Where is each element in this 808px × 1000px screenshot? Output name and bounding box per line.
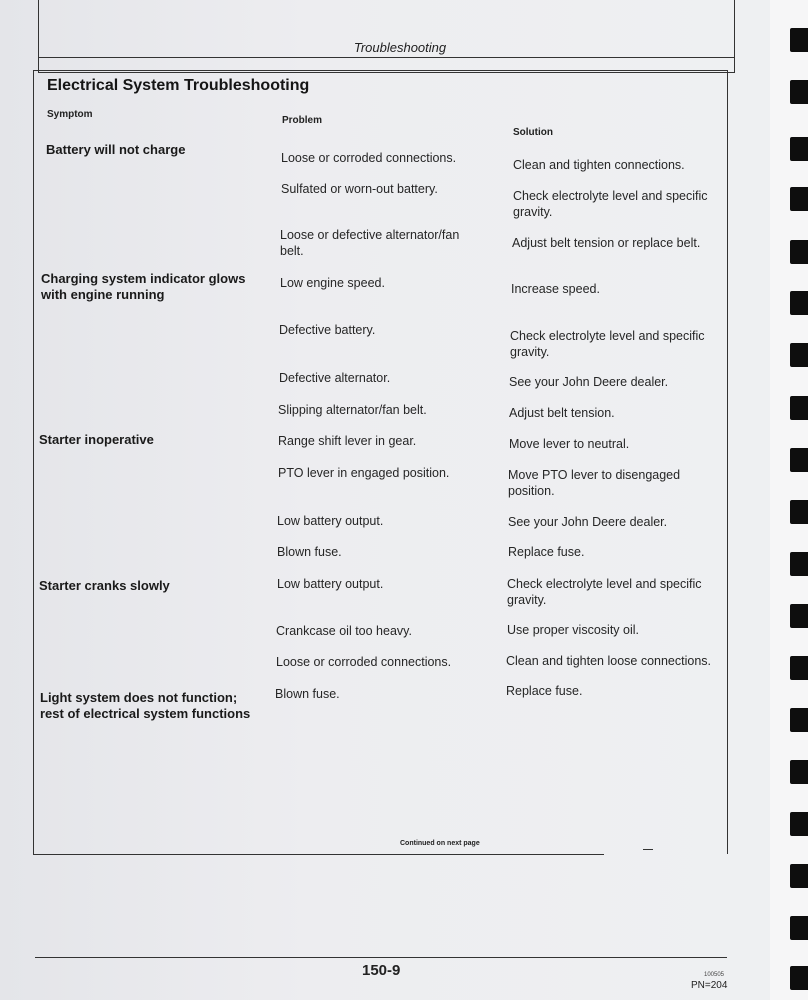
binding-hole <box>790 343 808 367</box>
page-number: 150-9 <box>362 962 401 979</box>
problem-cell: Loose or defective alternator/fan belt. <box>280 228 460 258</box>
binding-hole <box>790 240 808 264</box>
print-code: 100505 <box>704 972 725 978</box>
solution-cell: Adjust belt tension. <box>509 406 615 420</box>
symptom-battery-will-not-charge: Battery will not charge <box>46 142 186 157</box>
column-header-symptom: Symptom <box>47 109 93 120</box>
binding-hole <box>790 448 808 472</box>
solution-cell: See your John Deere dealer. <box>509 375 669 389</box>
solution-cell: Increase speed. <box>511 282 600 296</box>
header-rule <box>38 57 735 58</box>
continued-rule <box>33 854 604 855</box>
pn-code: PN=204 <box>691 980 728 991</box>
problem-cell: Crankcase oil too heavy. <box>276 624 412 638</box>
problem-cell: Low battery output. <box>277 514 384 528</box>
binding-hole <box>790 552 808 576</box>
binding-hole <box>790 916 808 940</box>
solution-cell: Clean and tighten loose connections. <box>506 654 712 668</box>
problem-cell: Slipping alternator/fan belt. <box>278 403 427 417</box>
section-title: Electrical System Troubleshooting <box>47 77 310 94</box>
solution-cell: Clean and tighten connections. <box>513 158 685 172</box>
solution-cell: Move PTO lever to disengaged position. <box>508 468 681 498</box>
problem-cell: Blown fuse. <box>275 687 340 701</box>
problem-cell: Range shift lever in gear. <box>278 434 417 448</box>
binding-hole <box>790 500 808 524</box>
binding-hole <box>790 708 808 732</box>
symptom-light-system-not-functioning: Light system does not function; rest of electrical system functions <box>40 690 251 721</box>
spiral-binding <box>770 0 808 1000</box>
problem-cell: Blown fuse. <box>277 545 342 559</box>
binding-hole <box>790 604 808 628</box>
binding-hole <box>790 28 808 52</box>
solution-cell: Use proper viscosity oil. <box>507 623 639 637</box>
binding-hole <box>790 812 808 836</box>
problem-cell: Loose or corroded connections. <box>281 151 457 165</box>
continued-footer <box>33 838 728 856</box>
problem-cell: Loose or corroded connections. <box>276 655 452 669</box>
solution-cell: Check electrolyte level and specific gravity. <box>510 329 705 359</box>
solution-cell: Adjust belt tension or replace belt. <box>512 236 701 250</box>
binding-hole <box>790 80 808 104</box>
problem-cell: PTO lever in engaged position. <box>278 466 450 480</box>
column-header-solution: Solution <box>513 127 553 138</box>
binding-hole <box>790 396 808 420</box>
problem-cell: Sulfated or worn-out battery. <box>281 182 438 196</box>
binding-hole <box>790 137 808 161</box>
problem-cell: Defective battery. <box>279 323 376 337</box>
binding-hole <box>790 760 808 784</box>
header-frame <box>38 0 735 73</box>
binding-hole <box>790 864 808 888</box>
continued-dash <box>643 849 653 850</box>
symptom-charging-indicator-glows: Charging system indicator glows with engine running <box>41 271 246 302</box>
binding-hole <box>790 291 808 315</box>
solution-cell: Replace fuse. <box>506 684 583 698</box>
solution-cell: Move lever to neutral. <box>509 437 630 451</box>
solution-cell: Check electrolyte level and specific gravity. <box>507 577 702 607</box>
binding-hole <box>790 187 808 211</box>
solution-cell: Check electrolyte level and specific gravity. <box>513 189 708 219</box>
binding-hole <box>790 966 808 990</box>
solution-cell: See your John Deere dealer. <box>508 515 668 529</box>
problem-cell: Low battery output. <box>277 577 384 591</box>
symptom-starter-inoperative: Starter inoperative <box>39 432 154 447</box>
problem-cell: Low engine speed. <box>280 276 385 290</box>
symptom-starter-cranks-slowly: Starter cranks slowly <box>39 578 170 593</box>
binding-hole <box>790 656 808 680</box>
solution-cell: Replace fuse. <box>508 545 585 559</box>
column-header-problem: Problem <box>282 115 323 126</box>
page-header-title: Troubleshooting <box>353 40 447 55</box>
footer-rule <box>35 957 727 958</box>
problem-cell: Defective alternator. <box>279 371 391 385</box>
continued-on-next-page: Continued on next page <box>400 840 480 847</box>
